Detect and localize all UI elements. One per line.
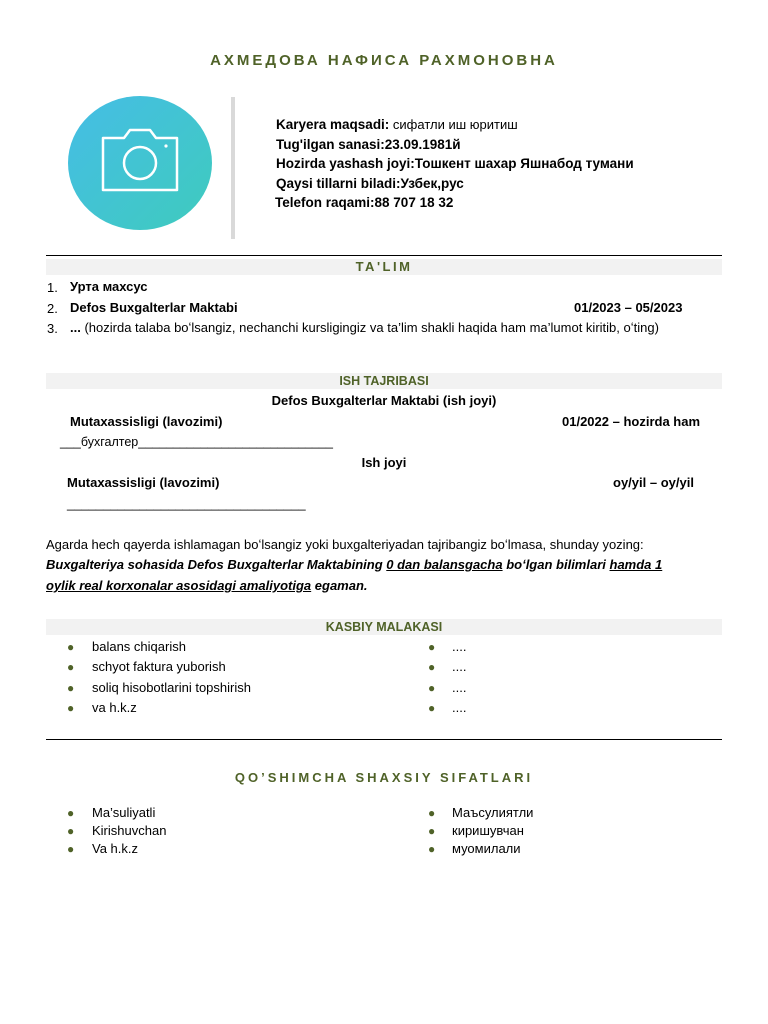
phone-row — [275, 193, 634, 213]
job1-position-value: ___бухгалтер____________________________ — [60, 435, 333, 449]
edu-num-3: 3. — [47, 321, 58, 336]
skill-left-1: balans chiqarish — [92, 639, 186, 654]
experience-example-line1 — [46, 557, 662, 572]
edu-item-3 — [70, 320, 659, 335]
address-value: Тошкент шахар Яшнабод тумани — [414, 156, 634, 171]
bullet-dot-icon: ● — [67, 806, 75, 820]
example-part-2: 0 dan balansgacha — [386, 557, 503, 572]
skill-left-4: va h.k.z — [92, 700, 137, 715]
resume-name: АХМЕДОВА НАФИСА РАХМОНОВНА — [210, 52, 558, 69]
example-part-4: hamda 1 — [609, 557, 663, 572]
edu-dates-2: 01/2023 – 05/2023 — [574, 300, 683, 315]
goal-row — [276, 115, 634, 135]
languages-label: Qaysi tillarni biladi: — [276, 175, 401, 191]
address-label: Hozirda yashash joyi: — [276, 156, 415, 171]
bullet-dot-icon: ● — [428, 660, 436, 674]
languages-row — [276, 174, 634, 194]
bullet-dot-icon: ● — [428, 824, 436, 838]
edu-text-3: ... — [70, 320, 81, 335]
bullet-dot-icon: ● — [67, 842, 75, 856]
birth-row — [276, 135, 634, 155]
skill-left-2: schyot faktura yuborish — [92, 659, 226, 674]
section-title-qualities: QO’SHIMCHA SHAXSIY SIFATLARI — [234, 770, 534, 785]
quality-right-3: муомилали — [452, 841, 521, 856]
bullet-dot-icon: ● — [428, 701, 436, 715]
example-part-5: oylik real korxonalar asosidagi amaliyotiga — [46, 578, 312, 593]
birth-label: Tug'ilgan sanasi: — [276, 136, 385, 152]
camera-icon — [100, 128, 180, 192]
edu-hint-3: (hozirda talaba boʻlsangiz, nechanchi kursligingiz va ta’lim shakli haqida ham ma’lumot kiritib, oʻting) — [80, 320, 659, 335]
goal-label: Karyera maqsadi: — [276, 117, 390, 132]
personal-info — [276, 115, 634, 213]
job2-dates: oy/yil – oy/yil — [613, 475, 694, 490]
edu-num-2: 2. — [47, 301, 58, 316]
quality-right-2: киришувчан — [452, 823, 524, 838]
photo-placeholder[interactable] — [68, 96, 212, 230]
quality-left-1: Ma’suliyatli — [92, 805, 156, 820]
divider-line — [46, 739, 722, 740]
example-part-6: egaman. — [311, 578, 368, 593]
quality-left-3: Va h.k.z — [92, 841, 139, 856]
section-title-skills: KASBIY MALAKASI — [46, 619, 722, 635]
edu-num-1: 1. — [47, 280, 58, 295]
section-title-experience: ISH TAJRIBASI — [46, 373, 722, 389]
experience-note: Agarda hech qayerda ishlamagan boʻlsangiz yoki buxgalteriyadan tajribangiz boʻlmasa, shunday yozing: — [46, 537, 644, 552]
quality-left-2: Kirishuvchan — [92, 823, 167, 838]
bullet-dot-icon: ● — [67, 681, 75, 695]
edu-text-2: Defos Buxgalterlar Maktabi — [70, 300, 238, 315]
languages-value: Узбек,рус — [400, 175, 464, 191]
bullet-dot-icon: ● — [67, 640, 75, 654]
skill-right-1: .... — [452, 639, 467, 654]
bullet-dot-icon: ● — [428, 681, 436, 695]
skill-right-4: .... — [452, 700, 467, 715]
job1-dates: 01/2022 – hozirda ham — [562, 414, 701, 429]
experience-example-line2 — [46, 578, 368, 593]
skill-right-3: .... — [452, 680, 467, 695]
section-title-education: TA'LIM — [46, 259, 722, 275]
job2-place: Ish joyi — [361, 455, 407, 470]
job2-position-label: Mutaxassisligi (lavozimi) — [67, 475, 220, 490]
phone-label: Telefon raqami: — [275, 195, 375, 210]
bullet-dot-icon: ● — [67, 660, 75, 674]
bullet-dot-icon: ● — [428, 806, 436, 820]
address-row — [276, 154, 634, 174]
vertical-divider — [231, 97, 235, 239]
quality-right-1: Маъсулиятли — [452, 805, 534, 820]
example-part-1: Buxgalteriya sohasida Defos Buxgalterlar Maktabining — [46, 557, 387, 572]
job1-position-label: Mutaxassisligi (lavozimi) — [70, 414, 223, 429]
phone-value: 88 707 18 32 — [374, 195, 454, 210]
edu-text-1: Урта махсус — [70, 279, 148, 294]
divider-line — [46, 255, 722, 256]
bullet-dot-icon: ● — [428, 842, 436, 856]
job2-position-value: _________________________________ — [67, 496, 306, 511]
job1-place: Defos Buxgalterlar Maktabi (ish joyi) — [271, 393, 497, 408]
bullet-dot-icon: ● — [67, 824, 75, 838]
goal-value: сифатли иш юритиш — [389, 117, 518, 132]
skill-left-3: soliq hisobotlarini topshirish — [92, 680, 251, 695]
bullet-dot-icon: ● — [67, 701, 75, 715]
example-part-3: boʻlgan bilimlari — [502, 557, 610, 572]
skill-right-2: .... — [452, 659, 467, 674]
birth-value: 23.09.1981й — [384, 136, 461, 152]
bullet-dot-icon: ● — [428, 640, 436, 654]
